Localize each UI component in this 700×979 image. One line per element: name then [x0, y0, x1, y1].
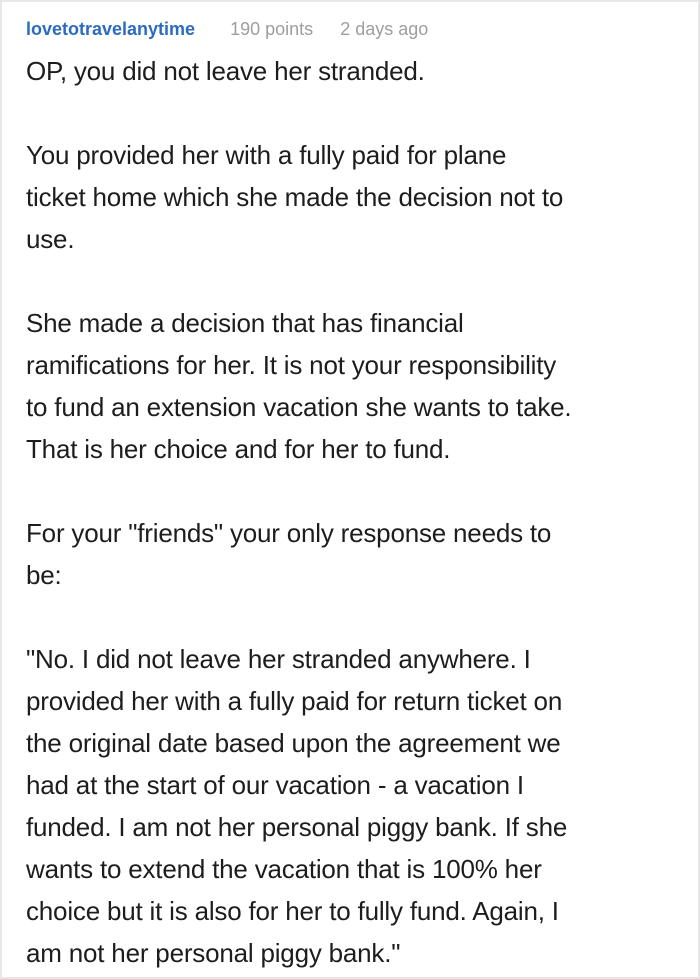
- comment-paragraph: [26, 302, 672, 470]
- comment-text-line: funded. I am not her personal piggy bank. If she: [26, 812, 568, 842]
- comment-text-line: be:: [26, 560, 62, 590]
- comment-body: [26, 50, 672, 974]
- comment-text-line: She made a decision that has financial: [26, 308, 464, 338]
- comment-text-line: You provided her with a fully paid for plane: [26, 140, 507, 170]
- comment-text-line: For your "friends" your only response needs to: [26, 518, 552, 548]
- comment-paragraph: [26, 134, 672, 260]
- comment-paragraph: [26, 638, 672, 974]
- comment-text-line: ticket home which she made the decision not to: [26, 182, 564, 212]
- comment-text-line: provided her with a fully paid for return ticket on: [26, 686, 563, 716]
- comment-timestamp: 2 days ago: [340, 19, 429, 39]
- comment-text-line: use.: [26, 224, 75, 254]
- comment-paragraph: [26, 50, 672, 92]
- comment-text-line: OP, you did not leave her stranded.: [26, 56, 425, 86]
- comment-author-link[interactable]: lovetotravelanytime: [26, 19, 196, 39]
- comment-text-line: to fund an extension vacation she wants to take.: [26, 392, 572, 422]
- comment-text-line: "No. I did not leave her stranded anywhere. I: [26, 644, 531, 674]
- comment-text-line: the original date based upon the agreement we: [26, 728, 561, 758]
- comment-points: 190 points: [230, 19, 314, 39]
- comment-text-line: had at the start of our vacation - a vacation I: [26, 770, 524, 800]
- comment-text-line: That is her choice and for her to fund.: [26, 434, 451, 464]
- comment-text-line: ramifications for her. It is not your responsibility: [26, 350, 557, 380]
- comment-text-line: am not her personal piggy bank.": [26, 938, 401, 968]
- comment-paragraph: [26, 512, 672, 596]
- comment-header: [26, 18, 672, 40]
- comment-text-line: choice but it is also for her to fully fund. Again, I: [26, 896, 559, 926]
- comment-text-line: wants to extend the vacation that is 100% her: [26, 854, 542, 884]
